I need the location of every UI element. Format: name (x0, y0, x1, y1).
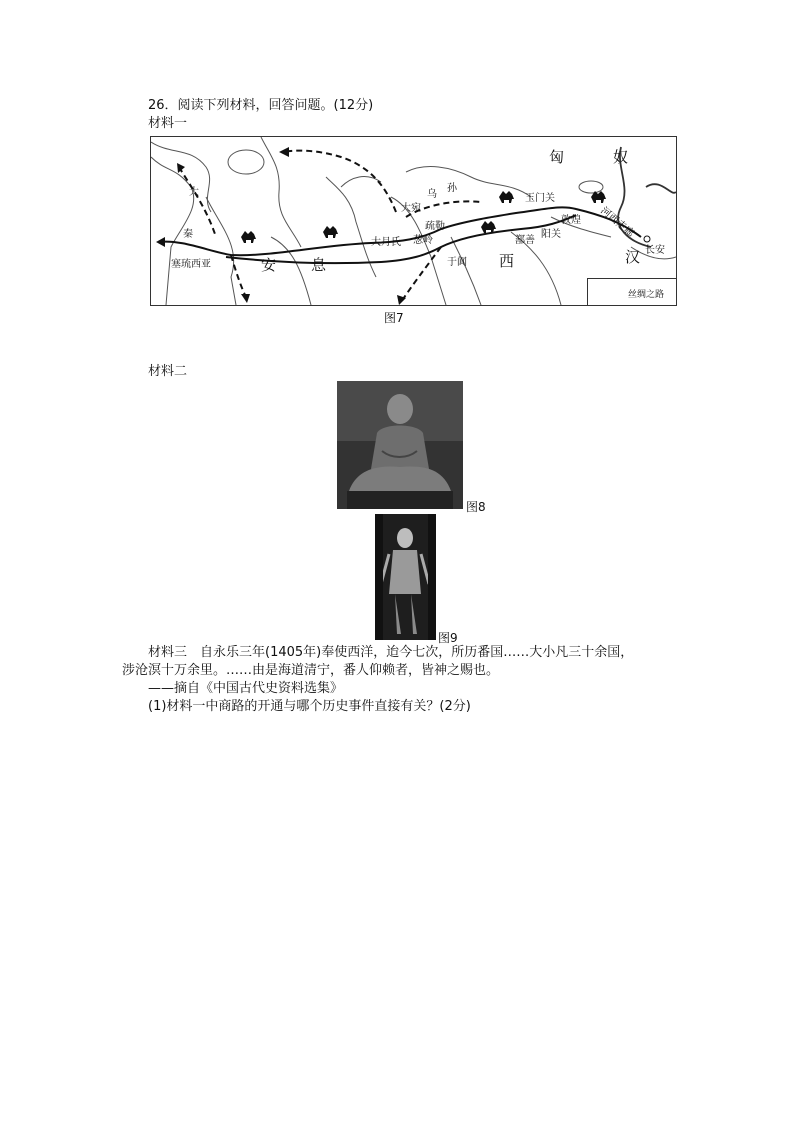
map-label-yangguan: 阳关 (541, 229, 561, 240)
map-label-dunhuang: 敦煌 (561, 215, 581, 226)
yellow-river (646, 184, 676, 193)
material-3-source: ——摘自《中国古代史资料选集》 (148, 681, 344, 696)
buddha-statue-photo (337, 381, 463, 509)
map-label-yumenguan: 玉门关 (525, 193, 555, 204)
silk-road-map (150, 136, 677, 306)
map-label-xiongnu: 匈 (549, 148, 565, 166)
camel-icon (499, 191, 514, 203)
question-1: (1)材料一中商路的开通与哪个历史事件直接有关？(2分) (148, 699, 471, 714)
arrowhead (241, 294, 250, 303)
map-label-anxi: 安 (261, 256, 277, 274)
map-label-changan: 长安 (645, 245, 665, 256)
arrowhead (279, 147, 289, 157)
map-label-wusun: 孙 (447, 183, 457, 194)
map-label-dayuan: 大宛 (401, 203, 421, 214)
map-legend (587, 278, 676, 305)
buddha-statue-image (337, 381, 463, 509)
map-label-daqin: 秦 (183, 229, 193, 240)
fig8-caption: 图8 (466, 500, 486, 514)
map-label-dayuezhi: 大月氏 (371, 237, 401, 248)
material-1-label: 材料一 (148, 116, 188, 131)
camel-icon (481, 221, 496, 233)
figure-painting-image (375, 514, 436, 640)
map-label-yutian: 于阗 (447, 257, 467, 268)
silk-road-branch-west (179, 167, 216, 237)
material-3-line2: 涉沧溟十万余里。……由是海道清宁，番人仰赖者，皆神之赐也。 (122, 663, 500, 678)
map-label-daqin: 大 (189, 187, 199, 198)
map-label-seleucia: 塞琉西亚 (171, 259, 211, 270)
map-label-anxi: 息 (311, 256, 327, 274)
map-label-xiyu: 西 (499, 252, 515, 270)
river (406, 167, 531, 197)
legend-label: 丝绸之路 (628, 290, 665, 300)
figure-painting-photo (375, 514, 436, 640)
map-label-han: 汉 (625, 248, 641, 266)
map-label-shanshan: 鄯善 (515, 235, 535, 246)
map-label-hexi: 河西走廊 (598, 205, 636, 240)
question-title: 26．阅读下列材料，回答问题。(12分) (148, 98, 374, 113)
river (261, 137, 301, 247)
material-2-label: 材料二 (148, 364, 188, 379)
lake (579, 181, 603, 193)
river (451, 237, 481, 305)
map-label-congling: 葱岭 (413, 235, 433, 246)
arrowhead (156, 237, 165, 247)
map-label-xiongnu: 奴 (613, 148, 629, 166)
silk-road-branch-north (281, 151, 396, 212)
fig7-caption: 图7 (384, 311, 404, 325)
changan-dot (644, 236, 650, 242)
map-label-wusun: 乌 (427, 189, 437, 200)
lake (228, 150, 264, 174)
camel-icon (241, 231, 256, 243)
material-3-line1: 材料三 自永乐三年(1405年)奉使西洋，迨今七次，所历番国……大小凡三十余国， (148, 645, 634, 660)
map-label-shule: 疏勒 (425, 221, 445, 232)
fig9-caption: 图9 (438, 631, 458, 645)
camel-icon (323, 226, 338, 238)
river (271, 237, 311, 305)
